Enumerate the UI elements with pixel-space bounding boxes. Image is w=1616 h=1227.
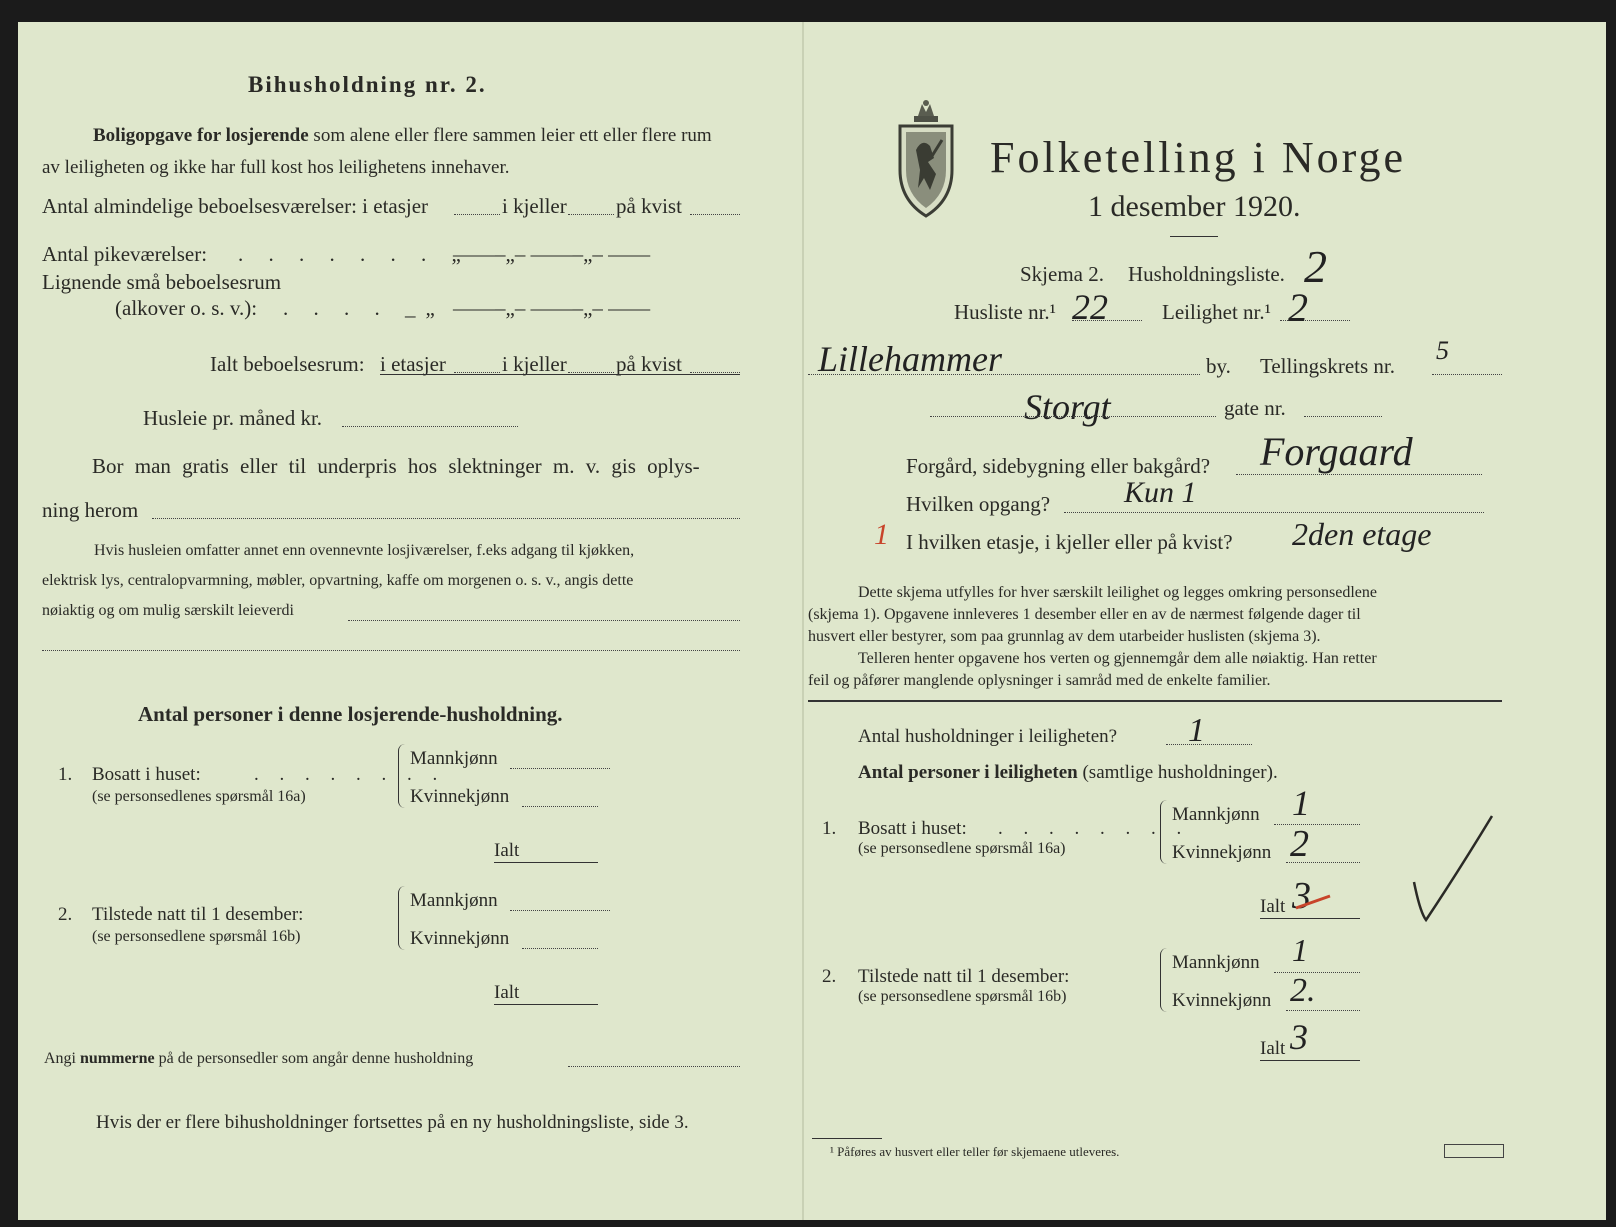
q1-total-line[interactable] — [494, 862, 598, 863]
left-page — [18, 22, 802, 1220]
numbers-rest: på de personsedler som angår denne husholdning — [158, 1050, 474, 1067]
krets-line — [1432, 374, 1502, 375]
footnote: ¹ Påføres av husvert eller teller før skjemaene utleveres. — [830, 1144, 1120, 1159]
r-q2-female-value[interactable]: 2. — [1290, 972, 1316, 1009]
instr-2: (skjema 1). Opgavene innleveres 1 desember eller en av de nærmest følgende dager til — [808, 606, 1361, 623]
r-q1-male: Mannkjønn — [1172, 804, 1260, 825]
incl-line-2: elektrisk lys, centralopvarmning, møbler, opvartning, kaffe om morgenen o. s. v., angis dette — [42, 572, 634, 589]
r-q1-total-value[interactable]: 3 — [1292, 875, 1311, 917]
incl-line-1: Hvis husleien omfatter annet enn ovennevnte losjiværelser, f.eks adgang til kjøkken, — [94, 542, 635, 559]
instr-rule — [808, 700, 1502, 702]
r-q1-male-line — [1274, 824, 1360, 825]
total-etasjer: i etasjer — [380, 352, 446, 376]
leilighet-label: Leilighet nr.¹ — [1162, 300, 1271, 324]
free-answer-line[interactable] — [152, 518, 740, 519]
small-label-1: Lignende små beboelsesrum — [42, 270, 282, 294]
leilighet-value[interactable]: 2 — [1288, 285, 1308, 330]
q2-total-line[interactable] — [494, 1004, 598, 1005]
footnote-rule — [812, 1138, 882, 1139]
r-q2-sub: (se personsedlene spørsmål 16b) — [858, 988, 1067, 1005]
husliste-value[interactable]: 22 — [1072, 287, 1108, 327]
numbers-bold: nummerne — [80, 1050, 155, 1067]
q2-female-line[interactable] — [522, 948, 598, 949]
etasje-value[interactable]: 2den etage — [1292, 516, 1432, 552]
left-footer: Hvis der er flere bihusholdninger fortsettes på en ny husholdningsliste, side 3. — [96, 1112, 689, 1133]
intro-line-2: av leiligheten og ikke har full kost hos leilighetens innehaver. — [42, 157, 510, 178]
left-title: Bihusholdning nr. 2. — [248, 72, 487, 97]
small-dots: . . . . _„ — [283, 296, 445, 320]
opgang-label: Hvilken opgang? — [906, 492, 1051, 516]
q1-dots: . . . . . . . . — [254, 764, 446, 785]
q2-total: Ialt — [494, 982, 520, 1003]
incl-answer-line-2[interactable] — [42, 650, 740, 651]
r-q2-female: Kvinnekjønn — [1172, 990, 1272, 1011]
etasje-label: I hvilken etasje, i kjeller eller på kvist? — [906, 530, 1233, 554]
rooms-label: Antal almindelige beboelsesværelser: i etasjer — [42, 194, 429, 218]
checkmark-icon — [1408, 812, 1498, 932]
q2-label: Tilstede natt til 1 desember: — [92, 904, 304, 925]
by-label: by. — [1206, 354, 1231, 378]
hh-label: Antal husholdninger i leiligheten? — [858, 726, 1118, 747]
r-q2-total-value[interactable]: 3 — [1290, 1017, 1308, 1057]
q1-total: Ialt — [494, 840, 520, 861]
free-line-2: ning herom — [42, 498, 139, 522]
rent-label: Husleie pr. måned kr. — [143, 406, 323, 430]
right-date: 1 desember 1920. — [1088, 190, 1301, 223]
r-q1-num: 1. — [822, 818, 837, 839]
r-q1-label: Bosatt i huset: — [858, 818, 967, 839]
instr-5: feil og påfører manglende oplysninger i samråd med de enkelte familier. — [808, 672, 1271, 689]
persons-bold: Antal personer i leiligheten — [858, 762, 1078, 783]
total-kvist-line[interactable] — [690, 372, 740, 373]
free-line-1: Bor man gratis eller til underpris hos slektninger m. v. gis oplys- — [92, 454, 700, 478]
list-value[interactable]: 2 — [1304, 241, 1327, 292]
q1-sub: (se personsedlenes spørsmål 16a) — [92, 788, 306, 805]
numbers-line[interactable] — [568, 1066, 740, 1067]
r-q1-total: Ialt — [1260, 896, 1286, 917]
forgard-value[interactable]: Forgaard — [1260, 429, 1413, 474]
gate-line[interactable] — [1304, 416, 1382, 417]
husliste-label: Husliste nr.¹ — [954, 300, 1056, 324]
small-ditto: ——–„– ——–„– —— — [453, 296, 651, 320]
r-q2-male: Mannkjønn — [1172, 952, 1260, 973]
street-value[interactable]: Storgt — [1024, 387, 1111, 427]
intro-rest: som alene eller flere sammen leier ett eller flere rum — [313, 125, 712, 146]
total-kjeller-line[interactable] — [568, 372, 614, 373]
q1-brace — [398, 744, 405, 808]
r-q2-num: 2. — [822, 966, 837, 987]
q2-brace — [398, 886, 405, 950]
rooms-etasjer-line[interactable] — [454, 214, 500, 215]
q2-male: Mannkjønn — [410, 890, 498, 911]
city-line — [808, 374, 1200, 375]
q1-male-line[interactable] — [510, 768, 610, 769]
numbers-label — [44, 1050, 473, 1068]
small-label-2: (alkover o. s. v.): — [115, 296, 258, 320]
total-kvist: på kvist — [616, 352, 682, 376]
total-kjeller: i kjeller — [502, 352, 567, 376]
rooms-kvist-line[interactable] — [690, 214, 740, 215]
rent-line[interactable] — [342, 426, 518, 427]
krets-value[interactable]: 5 — [1436, 336, 1449, 365]
q1-label: Bosatt i huset: — [92, 764, 201, 785]
list-label: Husholdningsliste. — [1128, 262, 1285, 286]
q1-female: Kvinnekjønn — [410, 786, 510, 807]
schema-label: Skjema 2. — [1020, 262, 1104, 286]
r-q2-total: Ialt — [1260, 1038, 1286, 1059]
street-line — [930, 416, 1216, 417]
q1-num: 1. — [58, 764, 73, 785]
total-label: Ialt beboelsesrum: — [210, 352, 365, 376]
rooms-kvist: på kvist — [616, 194, 682, 218]
pike-dots: . . . . . . . „ — [238, 242, 471, 266]
r-q1-female-value[interactable]: 2 — [1290, 823, 1309, 865]
printer-stamp-icon — [1444, 1144, 1504, 1158]
incl-answer-line[interactable] — [348, 620, 740, 621]
instr-3: husvert eller bestyrer, som paa grunnlag av dem utarbeider huslisten (skjema 3). — [808, 628, 1321, 645]
etasje-mark: 1 — [874, 518, 889, 551]
r-q1-female: Kvinnekjønn — [1172, 842, 1272, 863]
r-q1-male-value[interactable]: 1 — [1292, 783, 1310, 823]
krets-label: Tellingskrets nr. — [1260, 354, 1396, 378]
opgang-value[interactable]: Kun 1 — [1124, 476, 1197, 509]
incl-line-3: nøiaktig og om mulig særskilt leieverdi — [42, 602, 294, 619]
q2-male-line[interactable] — [510, 910, 610, 911]
intro-line-1 — [93, 125, 712, 147]
red-check-icon — [1294, 892, 1334, 912]
rooms-kjeller-line[interactable] — [568, 214, 614, 215]
persons-rest: (samtlige husholdninger). — [1082, 762, 1278, 783]
r-q2-male-line — [1274, 972, 1360, 973]
r-q2-brace — [1160, 948, 1167, 1012]
title-rule — [1170, 236, 1218, 237]
right-page — [804, 22, 1606, 1220]
instr-4: Telleren henter opgavene hos verten og gjennemgår dem alle nøiaktig. Han retter — [858, 650, 1377, 667]
r-q1-total-line — [1260, 918, 1360, 919]
r-q1-dots: . . . . . . . . — [998, 818, 1190, 839]
right-title: Folketelling i Norge — [990, 133, 1407, 182]
norway-coat-of-arms-icon — [894, 100, 958, 218]
persons-title: Antal personer i denne losjerende-husholdning. — [138, 702, 563, 726]
r-q1-sub: (se personsedlene spørsmål 16a) — [858, 840, 1066, 857]
hh-line — [1166, 744, 1252, 745]
instr-1: Dette skjema utfylles for hver særskilt leilighet og legges omkring personsedlene — [858, 584, 1377, 601]
total-etasjer-line[interactable] — [454, 372, 500, 373]
q2-female: Kvinnekjønn — [410, 928, 510, 949]
total-underline — [380, 374, 740, 375]
pike-ditto: ——–„– ——–„– —— — [453, 242, 651, 266]
r-q1-brace — [1160, 800, 1167, 864]
pike-label: Antal pikeværelser: — [42, 242, 208, 266]
gate-label: gate nr. — [1224, 396, 1286, 420]
intro-bold: Boligopgave for losjerende — [93, 125, 309, 146]
opgang-line — [1064, 512, 1484, 513]
city-value[interactable]: Lillehammer — [818, 339, 1002, 379]
r-q2-total-line — [1260, 1060, 1360, 1061]
r-q2-label: Tilstede natt til 1 desember: — [858, 966, 1070, 987]
hh-value[interactable]: 1 — [1188, 712, 1205, 749]
r-q2-female-line — [1286, 1010, 1360, 1011]
q1-male: Mannkjønn — [410, 748, 498, 769]
forgard-label: Forgård, sidebygning eller bakgård? — [906, 454, 1211, 478]
q2-sub: (se personsedlene spørsmål 16b) — [92, 928, 301, 945]
q2-num: 2. — [58, 904, 73, 925]
rooms-kjeller: i kjeller — [502, 194, 567, 218]
r-q2-male-value[interactable]: 1 — [1292, 932, 1308, 968]
q1-female-line[interactable] — [522, 806, 598, 807]
numbers-pre: Angi — [44, 1050, 76, 1067]
persons-heading — [858, 762, 1278, 784]
